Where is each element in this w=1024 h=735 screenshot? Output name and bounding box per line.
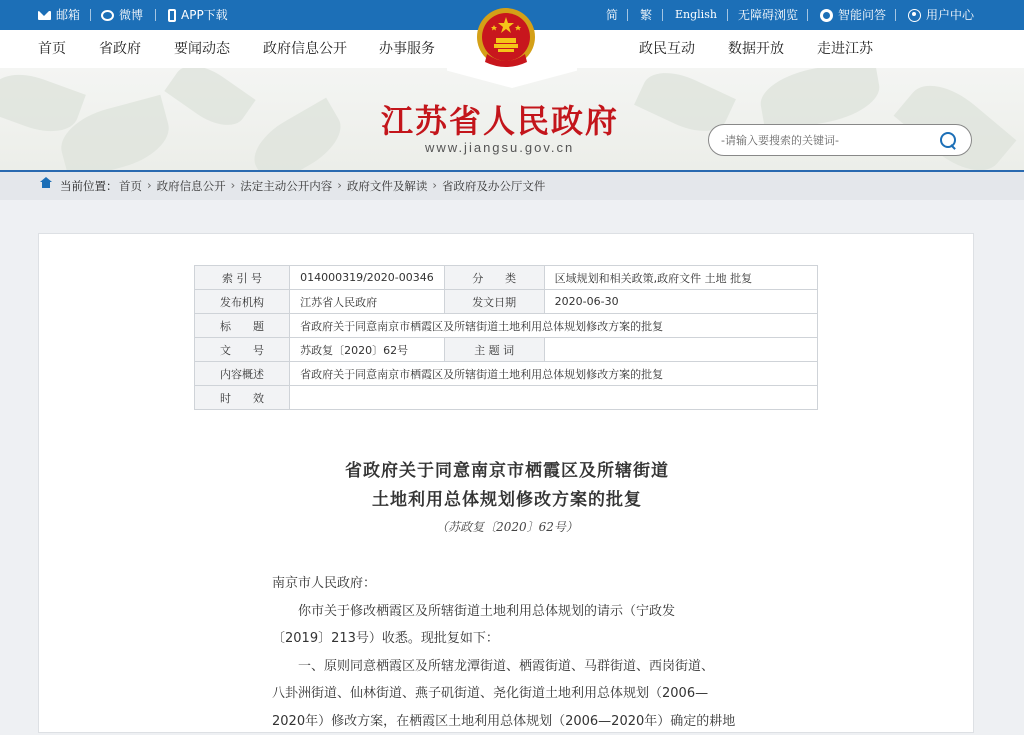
home-icon [40,181,52,191]
divider [627,9,628,21]
title-value: 省政府关于同意南京市栖霞区及所辖街道土地利用总体规划修改方案的批复 [290,314,818,338]
nav-gov-info[interactable]: 政府信息公开 [263,30,347,68]
mail-link[interactable]: 邮箱 [38,0,80,30]
smart-qa-link[interactable]: 智能问答 [820,0,886,30]
paragraph-line: 〔2019〕213号）收悉。现批复如下： [272,625,742,653]
chevron-right-icon: › [432,178,437,194]
document-body [272,570,742,735]
breadcrumb-item[interactable]: 政府信息公开 [157,178,226,194]
breadcrumb-item[interactable]: 省政府及办公厅文件 [442,178,546,194]
summary-value: 省政府关于同意南京市栖霞区及所辖街道土地利用总体规划修改方案的批复 [290,362,818,386]
date-value: 2020-06-30 [544,290,817,314]
category-value: 区域规划和相关政策,政府文件 土地 批复 [544,266,817,290]
publisher-label: 发布机构 [195,290,290,314]
app-download-link[interactable]: APP下载 [168,0,228,30]
paragraph-line: 一、原则同意栖霞区及所辖龙潭街道、栖霞街道、马群街道、西岗街道、 [272,653,742,681]
validity-value [290,386,818,410]
nav-interaction[interactable]: 政民互动 [639,30,695,68]
chat-icon [820,9,833,22]
phone-icon [168,9,176,22]
nav-home[interactable]: 首页 [38,30,66,68]
divider [895,9,896,21]
paragraph-line: 2020年）修改方案，在栖霞区土地利用总体规划（2006—2020年）确定的耕地 [272,708,742,735]
user-icon [908,9,921,22]
decor-leaf [244,98,351,170]
divider [155,9,156,21]
weibo-icon [101,10,114,21]
table-row [195,362,818,386]
table-row [195,386,818,410]
divider [807,9,808,21]
index-label: 索 引 号 [195,266,290,290]
table-row [195,314,818,338]
paragraph-line: 八卦洲街道、仙林街道、燕子矶街道、尧化街道土地利用总体规划（2006— [272,680,742,708]
english-link[interactable]: English [675,0,717,30]
article-container [38,233,974,733]
weibo-link[interactable]: 微博 [101,0,143,30]
nav-news[interactable]: 要闻动态 [174,30,230,68]
chevron-right-icon: › [231,178,236,194]
user-center-link[interactable]: 用户中心 [908,0,974,30]
category-label: 分 类 [444,266,544,290]
summary-label: 内容概述 [195,362,290,386]
validity-label: 时 效 [195,386,290,410]
table-row [195,290,818,314]
current-location: 当前位置： [40,178,118,194]
breadcrumb-item[interactable]: 政府文件及解读 [347,178,428,194]
breadcrumb-item[interactable]: 法定主动公开内容 [240,178,332,194]
table-row [195,338,818,362]
docno-label: 文 号 [195,338,290,362]
site-url: www.jiangsu.gov.cn [425,140,574,155]
subject-label: 主 题 词 [444,338,544,362]
document-number: （苏政复〔2020〕62号） [39,518,975,535]
search-icon[interactable] [940,132,957,149]
national-emblem-icon[interactable] [475,6,537,72]
document-title: 省政府关于同意南京市栖霞区及所辖街道 土地利用总体规划修改方案的批复 [39,457,975,515]
document-meta-table [194,265,818,410]
date-label: 发文日期 [444,290,544,314]
mail-icon [38,11,51,20]
site-title[interactable]: 江苏省人民政府 [381,96,619,142]
index-value: 014000319/2020-00346 [290,266,445,290]
paragraph-line: 你市关于修改栖霞区及所辖街道土地利用总体规划的请示（宁政发 [272,598,742,626]
divider [662,9,663,21]
table-row [195,266,818,290]
chevron-right-icon: › [147,178,152,194]
chevron-right-icon: › [337,178,342,194]
search-box [708,124,972,156]
accessible-browse-link[interactable]: 无障碍浏览 [738,0,798,30]
paragraph-line: 南京市人民政府： [272,570,742,598]
breadcrumb-item[interactable]: 首页 [119,178,142,194]
traditional-chinese-link[interactable]: 繁 [640,0,652,30]
breadcrumb-bar [0,170,1024,200]
divider [727,9,728,21]
docno-value: 苏政复〔2020〕62号 [290,338,445,362]
publisher-value: 江苏省人民政府 [290,290,445,314]
simplified-chinese-link[interactable]: 简 [606,0,618,30]
nav-province-gov[interactable]: 省政府 [99,30,141,68]
nav-open-data[interactable]: 数据开放 [728,30,784,68]
decor-leaf [164,68,255,137]
breadcrumb [119,178,545,194]
nav-services[interactable]: 办事服务 [379,30,435,68]
subject-value [544,338,817,362]
nav-about-jiangsu[interactable]: 走进江苏 [817,30,873,68]
divider [90,9,91,21]
title-label: 标 题 [195,314,290,338]
search-input[interactable] [721,130,931,150]
